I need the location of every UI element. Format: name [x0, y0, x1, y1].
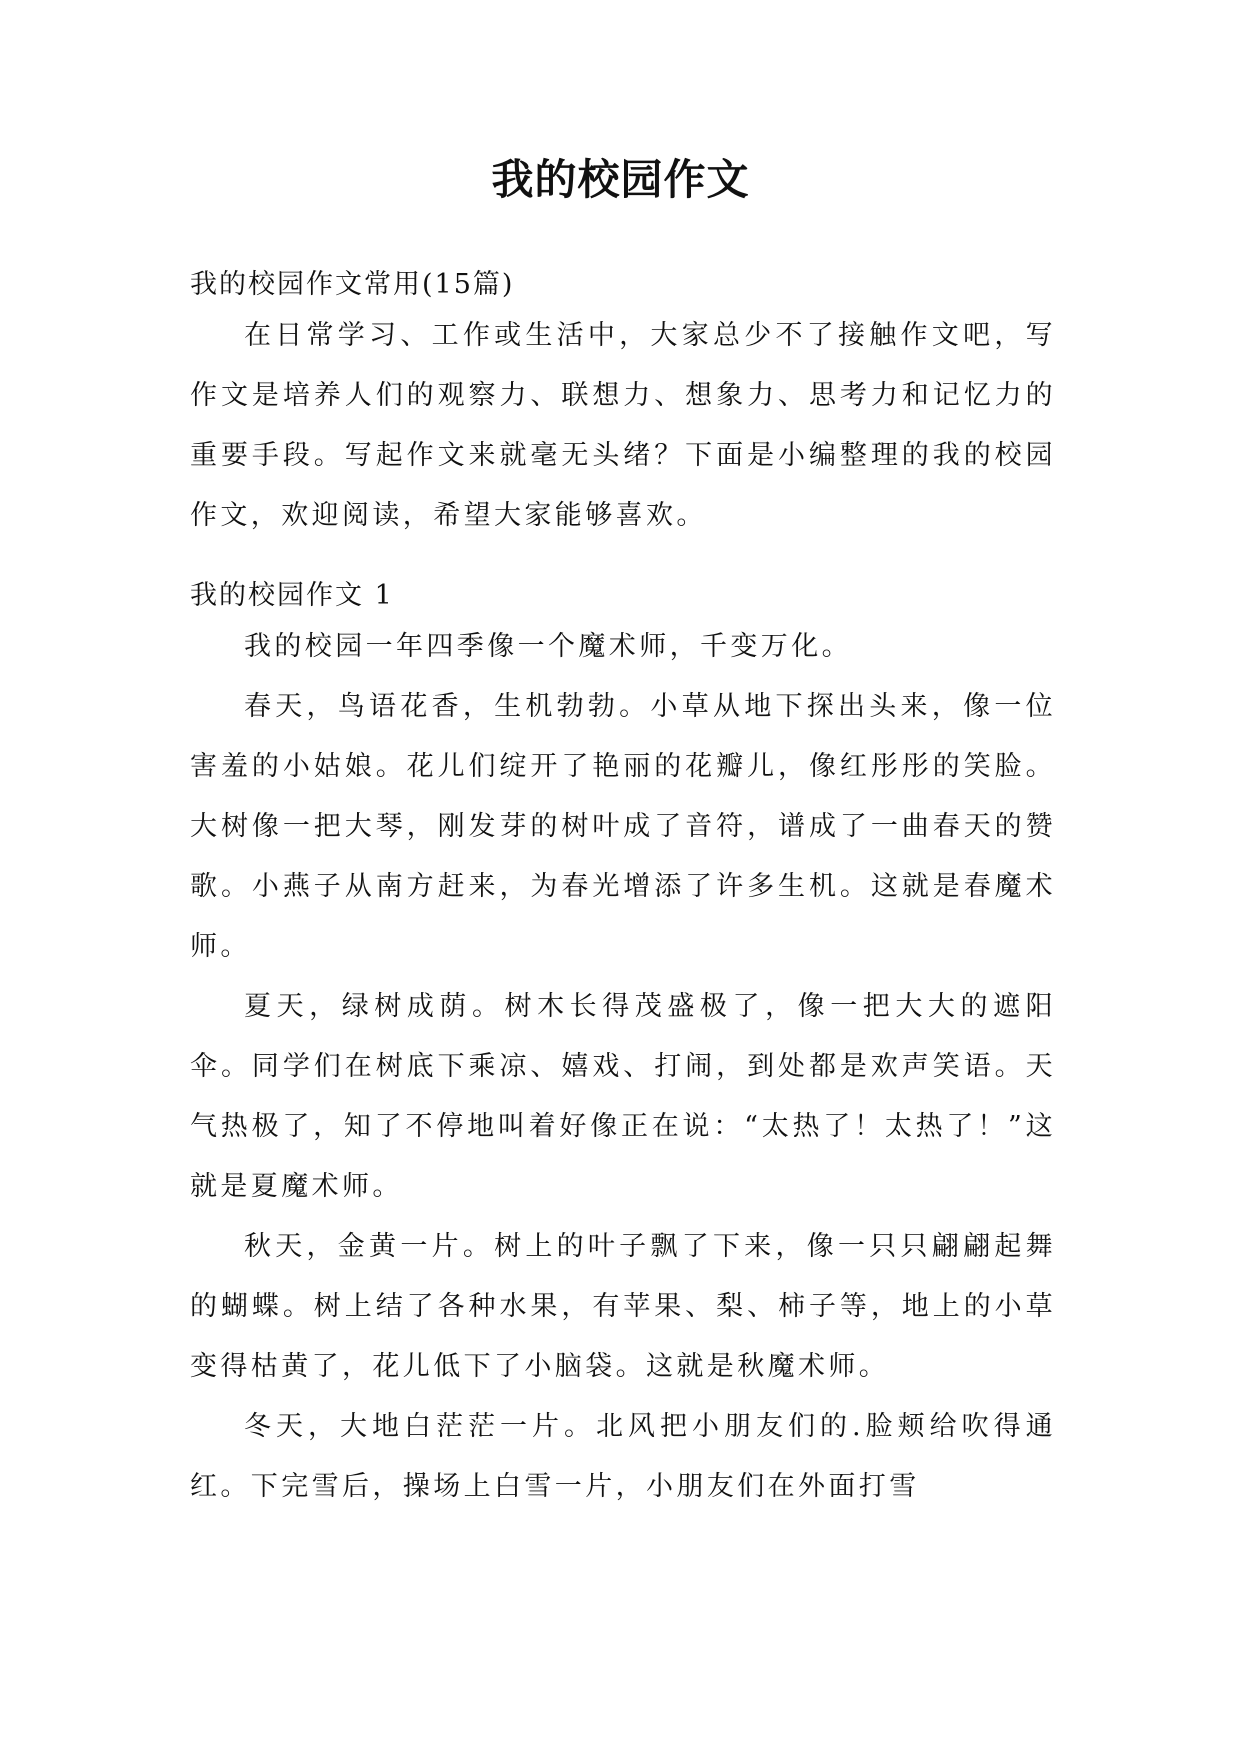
section-body: [190, 617, 1056, 1517]
intro-block: [190, 306, 1056, 546]
section-heading: 我的校园作文 1: [190, 580, 394, 611]
body-paragraph: 我的校园一年四季像一个魔术师，千变万化。: [244, 631, 852, 662]
document-subtitle: 我的校园作文常用(15篇): [190, 269, 515, 300]
document-title: 我的校园作文: [491, 155, 750, 204]
body-paragraph: 春天，鸟语花香，生机勃勃。小草从地下探出头来，像一位害羞的小姑娘。花儿们绽开了艳丽的花瓣儿，像红彤彤的笑脸。大树像一把大琴，刚发芽的树叶成了音符，谱成了一曲春天的赞歌。小燕子从南方赶来，为春光增添了许多生机。这就是春魔术师。: [190, 691, 1056, 962]
body-paragraph: 夏天，绿树成荫。树木长得茂盛极了，像一把大大的遮阳伞。同学们在树底下乘凉、嬉戏、打闹，到处都是欢声笑语。天气热极了，知了不停地叫着好像正在说：“太热了！太热了！”这就是夏魔术师。: [190, 991, 1056, 1202]
body-paragraph: 冬天，大地白茫茫一片。北风把小朋友们的.脸颊给吹得通红。下完雪后，操场上白雪一片，小朋友们在外面打雪: [190, 1411, 1056, 1502]
body-paragraph: 秋天，金黄一片。树上的叶子飘了下来，像一只只翩翩起舞的蝴蝶。树上结了各种水果，有苹果、梨、柿子等，地上的小草变得枯黄了，花儿低下了小脑袋。这就是秋魔术师。: [190, 1231, 1056, 1382]
intro-paragraph: 在日常学习、工作或生活中，大家总少不了接触作文吧，写作文是培养人们的观察力、联想力、想象力、思考力和记忆力的重要手段。写起作文来就毫无头绪？下面是小编整理的我的校园作文，欢迎阅读，希望大家能够喜欢。: [190, 320, 1056, 531]
